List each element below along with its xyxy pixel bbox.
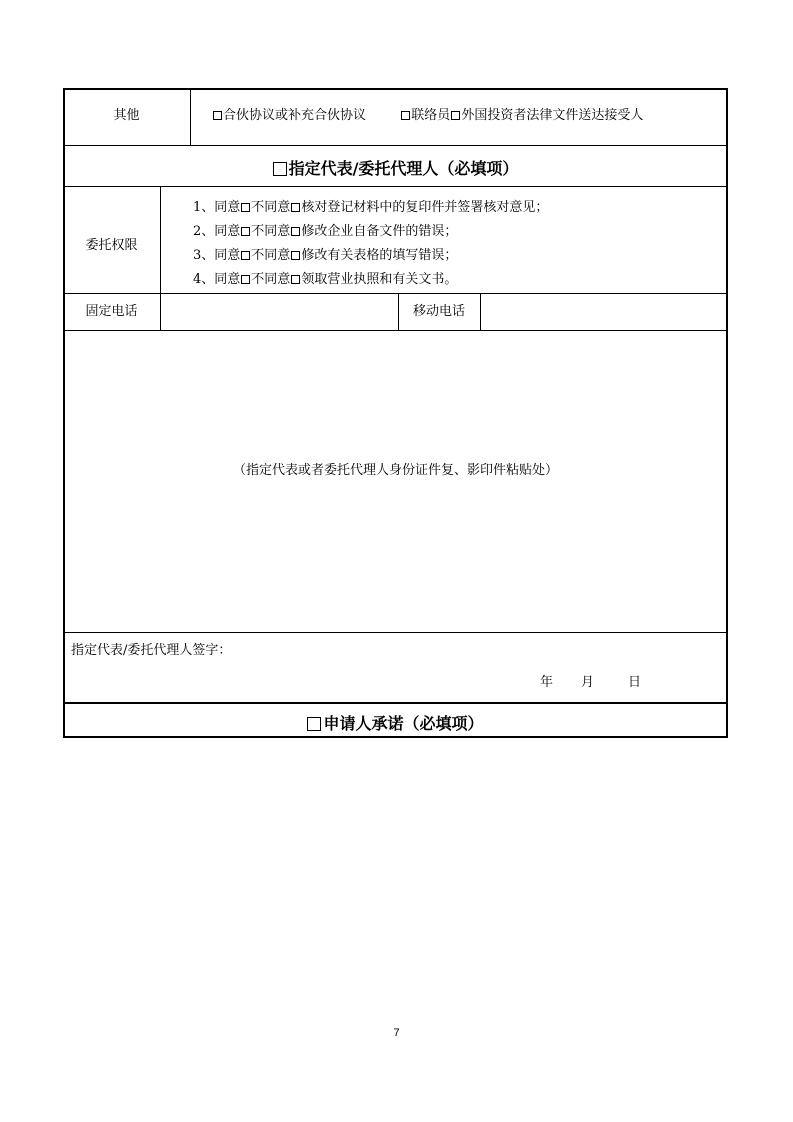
other-options — [212, 108, 643, 124]
row-divider — [63, 293, 728, 294]
mobile-phone-field[interactable] — [486, 304, 722, 320]
agent-section-title: 指定代表/委托代理人（必填项） — [288, 159, 519, 178]
month-label: 月 — [581, 675, 595, 690]
row-divider — [63, 186, 728, 187]
agree-label: 同意 — [214, 272, 241, 287]
disagree-label: 不同意 — [251, 200, 291, 215]
authority-item-text: 核对登记材料中的复印件并签署核对意见； — [301, 200, 549, 215]
col-divider — [160, 186, 161, 330]
disagree-checkbox[interactable] — [291, 227, 300, 236]
agree-label: 同意 — [214, 200, 241, 215]
checkbox[interactable] — [401, 111, 410, 120]
applicant-section-title: 申请人承诺（必填项） — [323, 714, 484, 733]
id-paste-area-hint: （指定代表或者委托代理人身份证件复、影印件粘贴处） — [232, 463, 558, 478]
checkbox[interactable] — [273, 162, 287, 176]
fixed-phone-label: 固定电话 — [85, 304, 138, 319]
signature-date — [540, 675, 641, 691]
row-divider — [63, 330, 728, 331]
agree-checkbox[interactable] — [241, 203, 250, 212]
agree-checkbox[interactable] — [241, 251, 250, 260]
mobile-phone-label: 移动电话 — [412, 304, 465, 319]
year-label: 年 — [540, 675, 554, 690]
option-partnership-agreement: 合伙协议或补充合伙协议 — [223, 108, 367, 123]
disagree-label: 不同意 — [251, 248, 291, 263]
option-liaison: 联络员 — [411, 108, 451, 123]
checkbox[interactable] — [213, 111, 222, 120]
agree-label: 同意 — [214, 248, 241, 263]
agree-label: 同意 — [214, 224, 241, 239]
col-divider — [480, 293, 481, 330]
option-foreign-investor-recipient: 外国投资者法律文件送达接受人 — [461, 108, 644, 123]
authority-item — [193, 224, 457, 240]
row-divider — [63, 145, 728, 146]
applicant-section-header — [63, 711, 728, 734]
authority-item-text: 领取营业执照和有关文书。 — [301, 272, 458, 287]
authority-item — [193, 200, 548, 216]
fixed-phone-field[interactable] — [166, 304, 392, 320]
disagree-checkbox[interactable] — [291, 203, 300, 212]
agree-checkbox[interactable] — [241, 227, 250, 236]
checkbox[interactable] — [451, 111, 460, 120]
authority-item-number: 2、 — [193, 224, 215, 239]
authority-item — [193, 272, 457, 288]
checkbox[interactable] — [307, 717, 321, 731]
other-label: 其他 — [113, 108, 140, 123]
signature-label: 指定代表/委托代理人签字： — [71, 643, 232, 658]
authority-item-number: 1、 — [193, 200, 215, 215]
authority-item — [193, 248, 457, 264]
agent-section-header — [63, 156, 728, 179]
row-divider — [63, 632, 728, 633]
authority-item-text: 修改有关表格的填写错误； — [301, 248, 458, 263]
disagree-checkbox[interactable] — [291, 251, 300, 260]
authority-item-text: 修改企业自备文件的错误； — [301, 224, 458, 239]
disagree-checkbox[interactable] — [291, 275, 300, 284]
disagree-label: 不同意 — [251, 272, 291, 287]
disagree-label: 不同意 — [251, 224, 291, 239]
agree-checkbox[interactable] — [241, 275, 250, 284]
authority-item-number: 3、 — [193, 248, 215, 263]
page-number: 7 — [393, 1027, 400, 1039]
day-label: 日 — [628, 675, 642, 690]
row-divider — [63, 702, 728, 704]
col-divider — [190, 89, 191, 145]
authority-label: 委托权限 — [85, 238, 138, 253]
authority-item-number: 4、 — [193, 272, 215, 287]
